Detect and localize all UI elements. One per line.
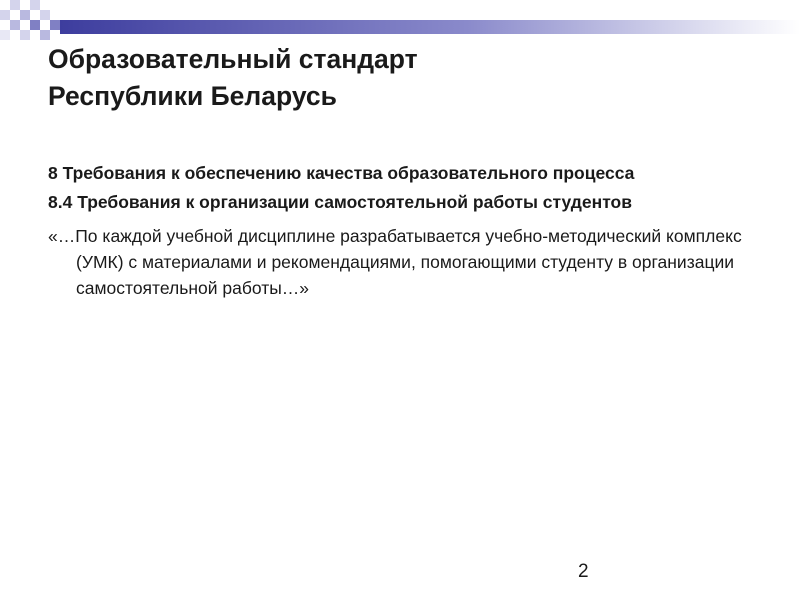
checker-square (0, 10, 10, 20)
checker-square (40, 10, 50, 20)
quote-paragraph: «…По каждой учебной дисциплине разрабатывается учебно-методический комплекс (УМК) с материалами и рекомендациями, помогающими студенту в организации самостоятельной работы…» (48, 226, 742, 298)
page-number: 2 (578, 561, 589, 582)
title-line-1: Образовательный стандарт (48, 44, 418, 74)
title-line-2: Республики Беларусь (48, 81, 337, 111)
slide-body (48, 160, 748, 301)
checker-square (20, 10, 30, 20)
checker-square (20, 30, 30, 40)
checker-square (30, 20, 40, 30)
checker-square (30, 0, 40, 10)
requirement-item-1: 8 Требования к обеспечению качества образовательного процесса (48, 163, 635, 183)
top-gradient-bar (60, 20, 800, 34)
checker-square (10, 20, 20, 30)
checker-square (0, 30, 10, 40)
checker-square (10, 0, 20, 10)
requirement-item-2: 8.4 Требования к организации самостоятельной работы студентов (48, 192, 633, 212)
slide-title (48, 41, 748, 115)
checker-square (50, 20, 60, 30)
checker-square (40, 30, 50, 40)
